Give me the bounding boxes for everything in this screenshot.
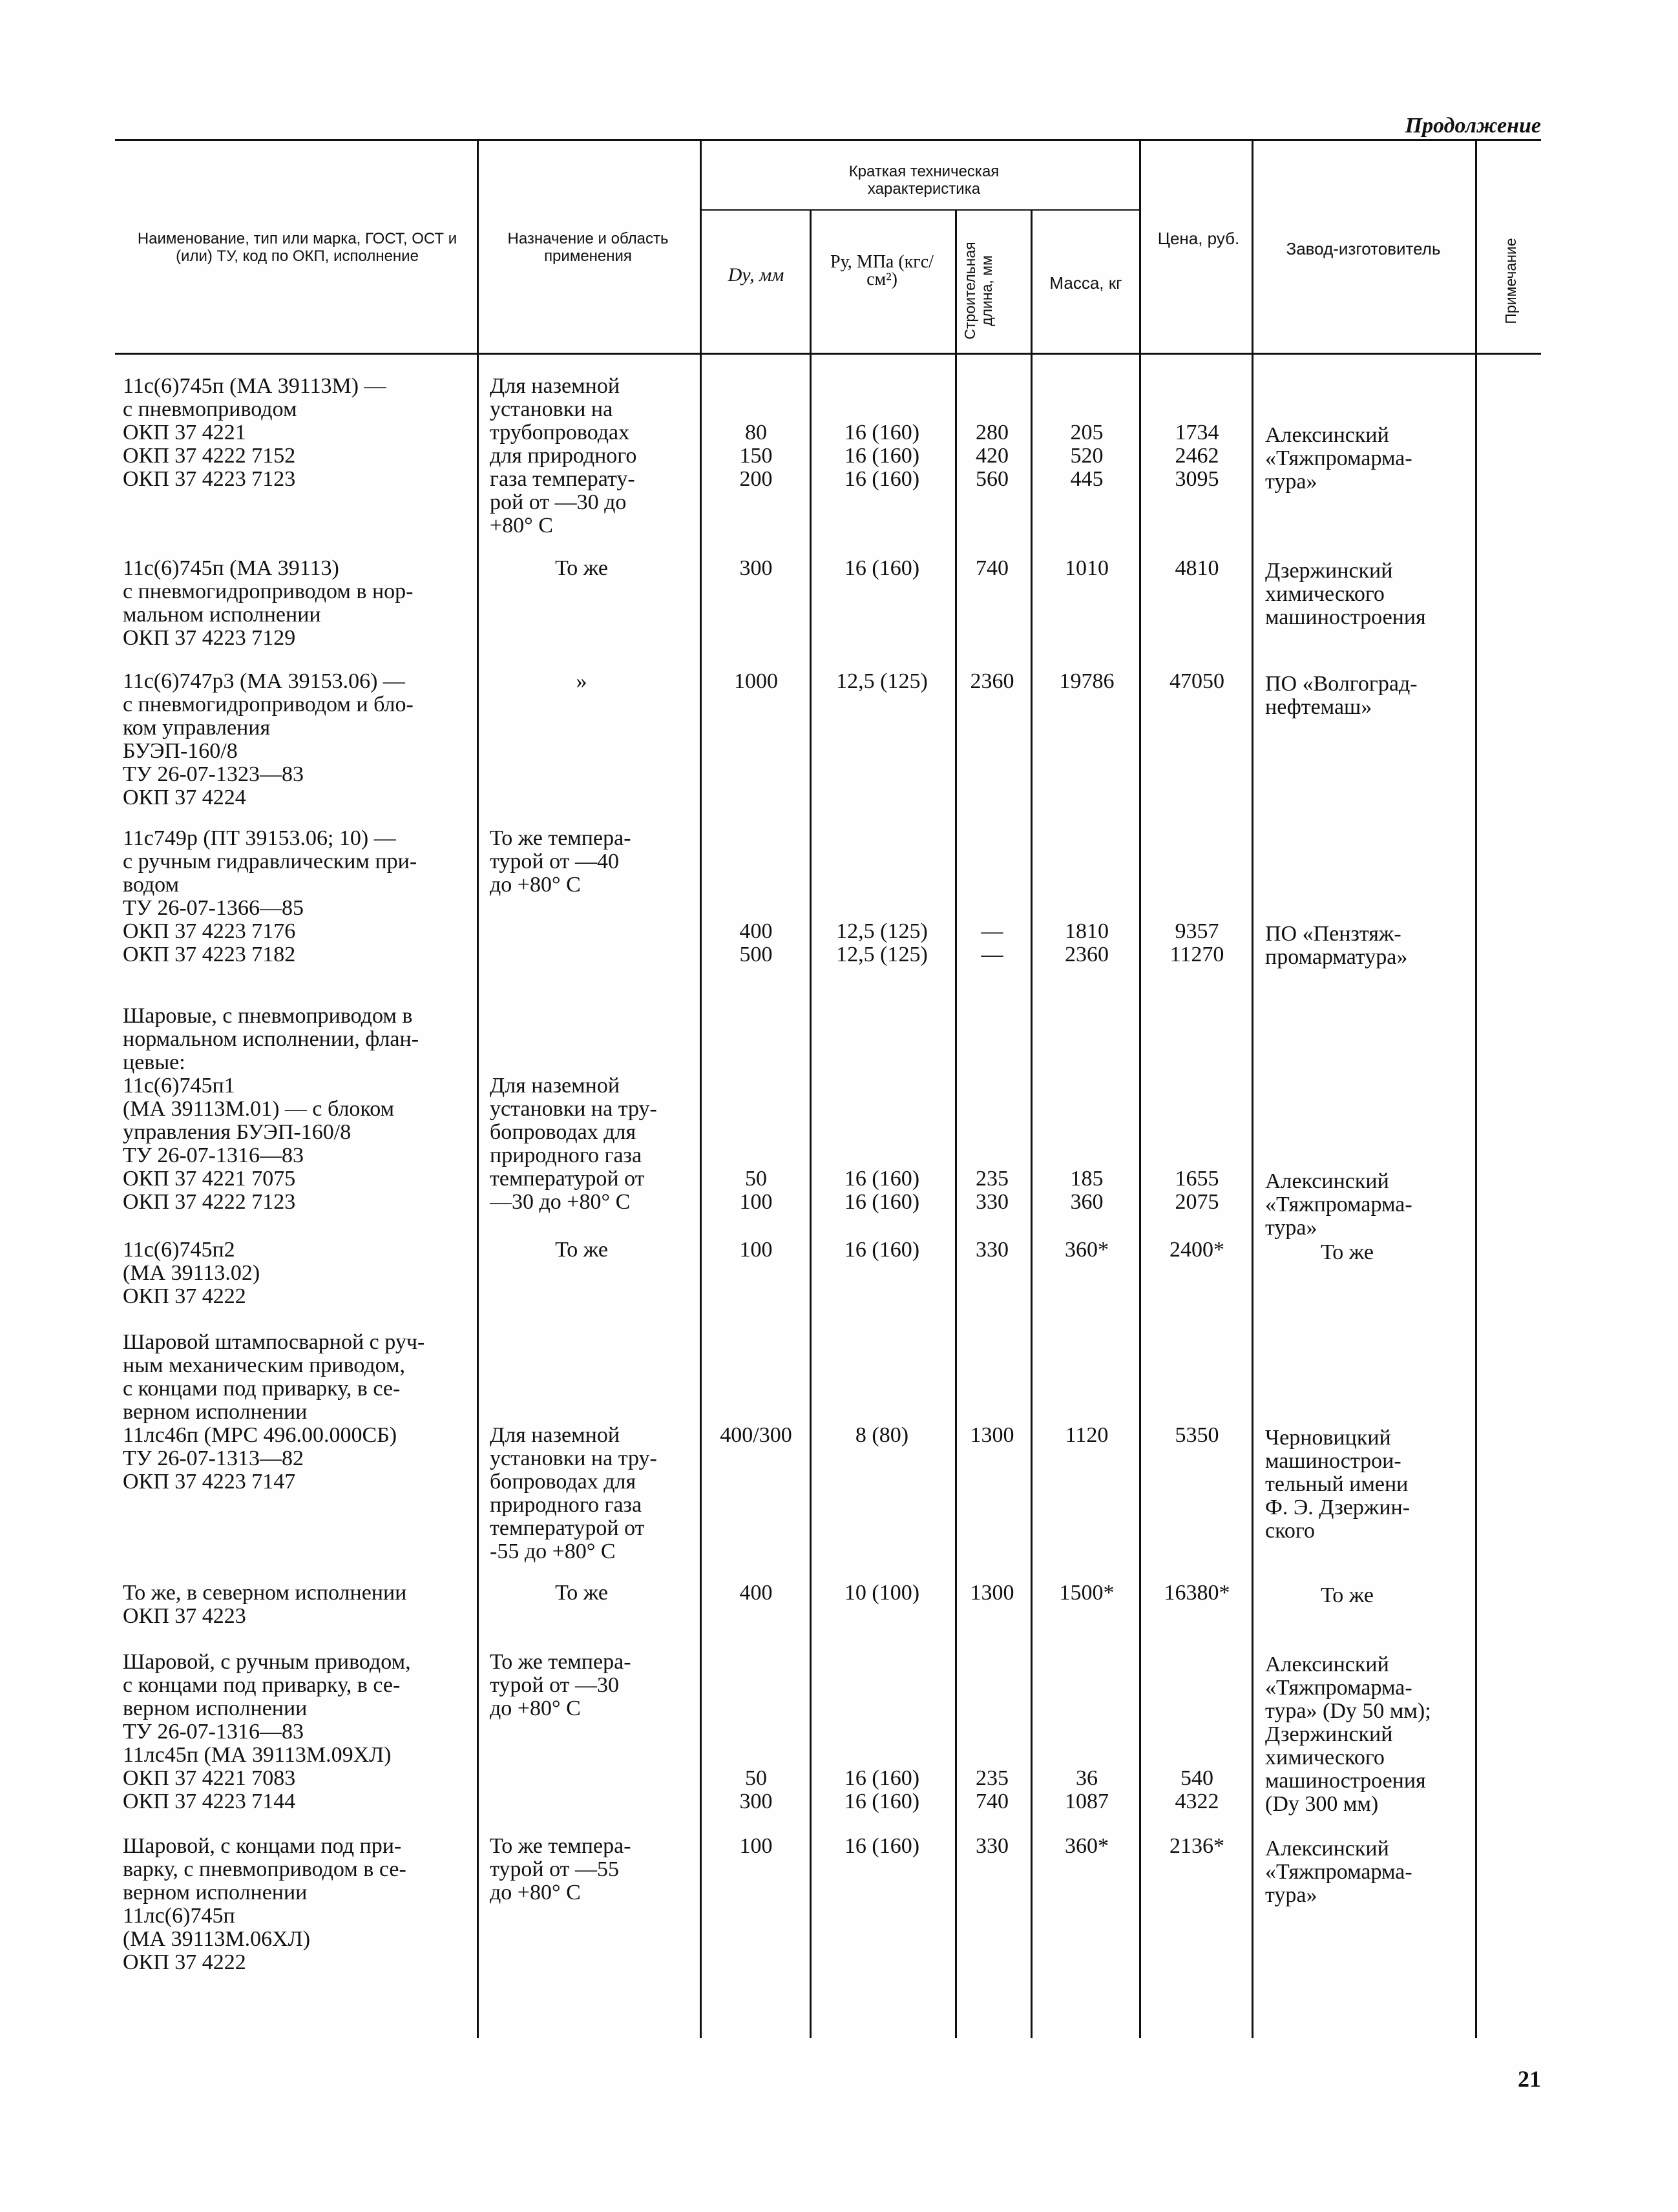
purpose-line: Для наземной — [490, 374, 620, 398]
header-bottom-rule — [115, 353, 1541, 355]
row-4-name — [123, 1005, 475, 1214]
row-3-dy: 400 500 — [739, 919, 773, 966]
row-3-price: 9357 11270 — [1169, 919, 1224, 966]
name-line: с концами под приварку, в се- — [123, 1377, 401, 1401]
row-4-purpose — [490, 1074, 657, 1214]
maker-line: Дзержинский — [1265, 559, 1393, 583]
row-1-py: 16 (160) — [844, 556, 920, 580]
page-number: 21 — [1518, 2066, 1541, 2092]
row-6-maker — [1265, 1426, 1410, 1543]
row-2-dy: 1000 — [734, 669, 778, 693]
row-7-length: 1300 — [970, 1581, 1014, 1605]
row-6-length: 1300 — [970, 1423, 1014, 1447]
name-line: с пневмогидроприводом и бло- — [123, 693, 414, 716]
header-col-py: Pу, МПа (кгс/см²) — [830, 252, 934, 289]
row-1-purpose — [481, 557, 682, 580]
purpose-line: Для наземной — [490, 1423, 620, 1447]
name-line: цевые: — [123, 1050, 185, 1074]
row-3-name — [123, 827, 475, 966]
header-group-title: Краткая техническая характеристика — [848, 163, 1000, 198]
purpose-line: трубопроводах — [490, 421, 630, 444]
maker-line: «Тяжпромарма- — [1265, 1676, 1412, 1700]
purpose-line: турой от —40 — [490, 850, 620, 873]
row-7-mass: 1500* — [1059, 1581, 1115, 1605]
row-8-maker — [1265, 1653, 1431, 1816]
name-line: (МА 39113.02) — [123, 1261, 260, 1285]
table-top-rule — [115, 139, 1541, 141]
name-line: ОКП 37 4224 — [123, 786, 246, 809]
purpose-line: турой от —55 — [490, 1857, 620, 1881]
name-line: То же, в северном исполнении — [123, 1581, 407, 1605]
name-line: ТУ 26-07-1323—83 — [123, 762, 304, 786]
name-line: ОКП 37 4223 7147 — [123, 1470, 296, 1494]
group-subrule — [700, 209, 1139, 211]
maker-line: промарматура» — [1265, 945, 1408, 969]
row-7-purpose — [481, 1581, 682, 1605]
purpose-line: бопроводах для — [490, 1470, 636, 1494]
row-4-py: 16 (160) 16 (160) — [844, 1167, 920, 1214]
name-line: Шаровой, с концами под при- — [123, 1834, 402, 1858]
row-5-name — [123, 1238, 475, 1308]
name-line: 11с(6)745п (МА 39113М) — — [123, 374, 386, 398]
maker-line: ПО «Пензтяж- — [1265, 922, 1401, 946]
maker-line: тура» — [1265, 470, 1317, 494]
row-0-name — [123, 375, 475, 491]
purpose-line: природного газа — [490, 1493, 642, 1517]
row-7-name — [123, 1581, 475, 1628]
purpose-line: установки на — [490, 397, 613, 421]
name-line: ТУ 26-07-1313—82 — [123, 1446, 304, 1470]
header-col-mass: Масса, кг — [1049, 273, 1122, 293]
purpose-line: установки на тру- — [490, 1097, 657, 1121]
header-col-note: Примечание — [1502, 238, 1519, 324]
row-2-name — [123, 670, 475, 809]
name-line: с пневмоприводом — [123, 397, 297, 421]
row-5-length: 330 — [976, 1238, 1009, 1262]
row-8-price: 540 4322 — [1175, 1766, 1219, 1813]
row-0-length: 280 420 560 — [976, 421, 1009, 491]
row-2-length: 2360 — [970, 669, 1014, 693]
name-line: 11с(6)745п1 — [123, 1074, 235, 1098]
maker-line: тура» (Dу 50 мм); — [1265, 1699, 1431, 1723]
row-5-dy: 100 — [739, 1238, 773, 1262]
row-4-length: 235 330 — [976, 1167, 1009, 1214]
name-line: Шаровой штампосварной с руч- — [123, 1330, 425, 1354]
row-2-maker — [1265, 673, 1418, 719]
row-8-mass: 36 1087 — [1065, 1766, 1109, 1813]
maker-line: тура» — [1265, 1883, 1317, 1907]
header-col-maker: Завод-изготовитель — [1286, 239, 1441, 258]
purpose-line: То же темпера- — [490, 1650, 631, 1674]
row-2-purpose — [481, 670, 682, 693]
name-line: ОКП 37 4221 7083 — [123, 1766, 296, 1790]
row-0-maker — [1265, 424, 1412, 494]
name-line: ОКП 37 4221 — [123, 421, 246, 444]
purpose-line: —30 до +80° С — [490, 1190, 631, 1214]
purpose-line: установки на тру- — [490, 1446, 657, 1470]
row-5-price: 2400* — [1169, 1238, 1224, 1262]
name-line: 11с(6)747р3 (МА 39153.06) — — [123, 669, 405, 693]
row-0-mass: 205 520 445 — [1070, 421, 1104, 491]
purpose-line: Для наземной — [490, 1074, 620, 1098]
purpose-line: для природного — [490, 444, 637, 468]
maker-line: нефтемаш» — [1265, 695, 1372, 719]
maker-line: химического — [1265, 582, 1385, 606]
row-3-py: 12,5 (125) 12,5 (125) — [836, 919, 928, 966]
row-5-mass: 360* — [1065, 1238, 1109, 1262]
purpose-line: То же — [555, 1238, 608, 1262]
maker-line: Дзержинский — [1265, 1722, 1393, 1746]
name-line: ОКП 37 4222 — [123, 1950, 246, 1974]
maker-line: ского — [1265, 1519, 1315, 1543]
name-line: с концами под приварку, в се- — [123, 1673, 401, 1697]
purpose-line: газа температу- — [490, 467, 635, 491]
maker-line: Ф. Э. Дзержин- — [1265, 1496, 1411, 1519]
row-6-dy: 400/300 — [720, 1423, 792, 1447]
row-9-price: 2136* — [1169, 1834, 1224, 1858]
purpose-line: -55 до +80° С — [490, 1539, 616, 1563]
row-1-mass: 1010 — [1065, 556, 1109, 580]
row-1-maker — [1265, 559, 1426, 629]
header-col-length: Строительная длина, мм — [961, 242, 995, 340]
name-line: ОКП 37 4223 7144 — [123, 1789, 296, 1813]
name-line: ТУ 26-07-1366—85 — [123, 896, 304, 920]
maker-line: «Тяжпромарма- — [1265, 1193, 1412, 1216]
name-line: ОКП 37 4222 7152 — [123, 444, 296, 468]
row-9-maker — [1265, 1837, 1412, 1907]
row-6-mass: 1120 — [1065, 1423, 1109, 1447]
row-5-maker — [1253, 1241, 1441, 1264]
row-9-dy: 100 — [739, 1834, 773, 1858]
maker-line: машиностроения — [1265, 605, 1426, 629]
row-3-length: — — — [981, 919, 1003, 966]
purpose-line: То же — [555, 1581, 608, 1605]
name-line: варку, с пневмоприводом в се- — [123, 1857, 406, 1881]
name-line: верном исполнении — [123, 1400, 308, 1424]
name-line: Шаровой, с ручным приводом, — [123, 1650, 411, 1674]
row-4-maker — [1265, 1170, 1412, 1240]
row-6-py: 8 (80) — [855, 1423, 909, 1447]
row-4-price: 1655 2075 — [1175, 1167, 1219, 1214]
purpose-line: +80° С — [490, 514, 553, 537]
row-6-name — [123, 1331, 475, 1494]
row-0-py: 16 (160) 16 (160) 16 (160) — [844, 421, 920, 491]
name-line: мальном исполнении — [123, 603, 321, 627]
name-line: нормальном исполнении, флан- — [123, 1027, 419, 1051]
name-line: 11лс45п (МА 39113М.09ХЛ) — [123, 1743, 392, 1767]
purpose-line: То же темпера- — [490, 826, 631, 850]
purpose-line: » — [576, 669, 587, 693]
name-line: ТУ 26-07-1316—83 — [123, 1143, 304, 1167]
maker-line: То же — [1321, 1583, 1374, 1607]
row-8-length: 235 740 — [976, 1766, 1009, 1813]
name-line: ОКП 37 4222 — [123, 1284, 246, 1308]
continuation-label: Продолжение — [1405, 114, 1541, 138]
header-col-purpose: Назначение и область применения — [507, 230, 669, 265]
name-line: ОКП 37 4223 7129 — [123, 626, 296, 650]
purpose-line: бопроводах для — [490, 1120, 636, 1144]
purpose-line: природного газа — [490, 1143, 642, 1167]
row-6-price: 5350 — [1175, 1423, 1219, 1447]
name-line: ОКП 37 4223 — [123, 1604, 246, 1628]
name-line: ОКП 37 4222 7123 — [123, 1190, 296, 1214]
purpose-line: турой от —30 — [490, 1673, 620, 1697]
row-9-purpose — [490, 1835, 631, 1904]
row-1-price: 4810 — [1175, 556, 1219, 580]
purpose-line: до +80° С — [490, 1881, 581, 1904]
maker-line: тельный имени — [1265, 1472, 1409, 1496]
row-3-maker — [1265, 923, 1407, 969]
row-4-dy: 50 100 — [739, 1167, 773, 1214]
row-3-mass: 1810 2360 — [1065, 919, 1109, 966]
name-line: ОКП 37 4223 7123 — [123, 467, 296, 491]
row-4-mass: 185 360 — [1070, 1167, 1104, 1214]
maker-line: тура» — [1265, 1216, 1317, 1240]
row-1-dy: 300 — [739, 556, 773, 580]
row-9-length: 330 — [976, 1834, 1009, 1858]
row-0-purpose — [490, 375, 636, 537]
maker-line: (Dу 300 мм) — [1265, 1792, 1379, 1816]
name-line: ТУ 26-07-1316—83 — [123, 1720, 304, 1744]
maker-line: Алексинский — [1265, 423, 1389, 447]
name-line: БУЭП-160/8 — [123, 739, 238, 763]
name-line: (МА 39113М.01) — с блоком — [123, 1097, 395, 1121]
row-2-py: 12,5 (125) — [836, 669, 928, 693]
header-col-name: Наименование, тип или марка, ГОСТ, ОСТ и (или) ТУ, код по ОКП, исполнение — [137, 230, 457, 265]
name-line: (МА 39113М.06ХЛ) — [123, 1927, 311, 1951]
purpose-line: рой от —30 до — [490, 490, 627, 514]
name-line: верном исполнении — [123, 1696, 308, 1720]
name-line: ОКП 37 4223 7176 — [123, 919, 296, 943]
maker-line: «Тяжпромарма- — [1265, 446, 1412, 470]
col-divider-7 — [1252, 139, 1253, 2038]
maker-line: Алексинский — [1265, 1169, 1389, 1193]
purpose-line: То же темпера- — [490, 1834, 631, 1858]
name-line: Шаровые, с пневмоприводом в — [123, 1004, 413, 1028]
name-line: ком управления — [123, 716, 271, 740]
header-col-dy: Dу, мм — [728, 264, 784, 286]
maker-line: Алексинский — [1265, 1653, 1389, 1676]
name-line: 11с749р (ПТ 39153.06; 10) — — [123, 826, 396, 850]
row-3-purpose — [490, 827, 631, 897]
purpose-line: температурой от — [490, 1516, 645, 1540]
row-0-dy: 80 150 200 — [739, 421, 773, 491]
row-8-py: 16 (160) 16 (160) — [844, 1766, 920, 1813]
row-9-name — [123, 1835, 475, 1974]
col-divider-1 — [477, 139, 479, 2038]
maker-line: химического — [1265, 1746, 1385, 1769]
maker-line: машиностроения — [1265, 1769, 1426, 1793]
row-2-price: 47050 — [1169, 669, 1224, 693]
name-line: 11с(6)745п2 — [123, 1238, 235, 1262]
maker-line: машинострои- — [1265, 1449, 1401, 1473]
row-6-purpose — [490, 1424, 657, 1563]
row-9-py: 16 (160) — [844, 1834, 920, 1858]
name-line: управления БУЭП-160/8 — [123, 1120, 351, 1144]
row-8-dy: 50 300 — [739, 1766, 773, 1813]
purpose-line: до +80° С — [490, 1696, 581, 1720]
maker-line: Алексинский — [1265, 1837, 1389, 1861]
row-7-py: 10 (100) — [844, 1581, 920, 1605]
row-5-purpose — [481, 1238, 682, 1262]
row-9-mass: 360* — [1065, 1834, 1109, 1858]
row-7-maker — [1253, 1584, 1441, 1607]
purpose-line: То же — [555, 556, 608, 580]
row-7-price: 16380* — [1164, 1581, 1230, 1605]
name-line: водом — [123, 873, 180, 897]
row-2-mass: 19786 — [1059, 669, 1115, 693]
row-0-price: 1734 2462 3095 — [1175, 421, 1219, 491]
name-line: 11лс46п (МРС 496.00.000СБ) — [123, 1423, 397, 1447]
purpose-line: до +80° С — [490, 873, 581, 897]
maker-line: Черновицкий — [1265, 1426, 1391, 1450]
row-5-py: 16 (160) — [844, 1238, 920, 1262]
row-1-name — [123, 557, 475, 650]
name-line: ОКП 37 4223 7182 — [123, 943, 296, 966]
col-divider-8 — [1475, 139, 1477, 2038]
name-line: ным механическим приводом, — [123, 1353, 406, 1377]
name-line: с пневмогидроприводом в нор- — [123, 579, 414, 603]
name-line: 11лс(6)745п — [123, 1904, 235, 1928]
maker-line: То же — [1321, 1240, 1374, 1264]
name-line: 11с(6)745п (МА 39113) — [123, 556, 339, 580]
purpose-line: температурой от — [490, 1167, 645, 1191]
header-col-price: Цена, руб. — [1157, 229, 1240, 248]
row-8-name — [123, 1651, 475, 1813]
row-7-dy: 400 — [739, 1581, 773, 1605]
row-1-length: 740 — [976, 556, 1009, 580]
maker-line: ПО «Волгоград- — [1265, 672, 1418, 696]
name-line: ОКП 37 4221 7075 — [123, 1167, 296, 1191]
row-8-purpose — [490, 1651, 631, 1720]
name-line: с ручным гидравлическим при- — [123, 850, 417, 873]
maker-line: «Тяжпромарма- — [1265, 1860, 1412, 1884]
name-line: верном исполнении — [123, 1881, 308, 1904]
